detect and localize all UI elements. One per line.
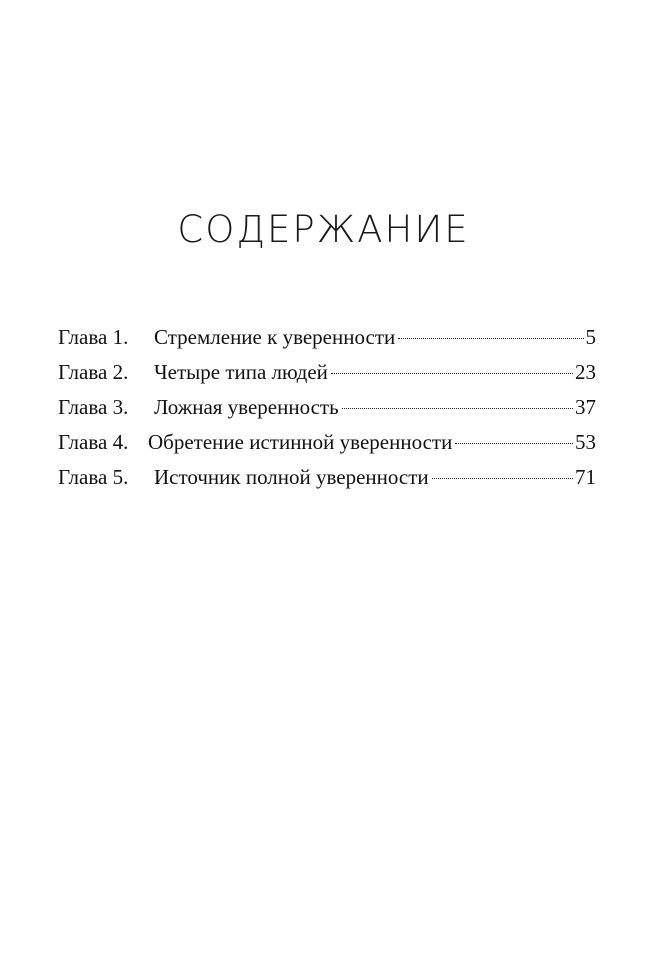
chapter-label: Глава 4.	[58, 430, 129, 454]
chapter-label: Глава 2.	[58, 360, 129, 384]
chapter-label: Глава 1.	[58, 325, 129, 349]
dot-leader	[455, 443, 573, 444]
chapter-title: Стремление к уверенности	[154, 325, 396, 349]
page-number: 23	[575, 360, 596, 384]
chapter-title: Четыре типа людей	[154, 360, 328, 384]
toc-entry-5	[58, 465, 596, 500]
page-number: 71	[575, 465, 596, 489]
page-number: 37	[575, 395, 596, 419]
dot-leader	[331, 373, 573, 374]
toc-entry-1	[58, 325, 596, 360]
chapter-label: Глава 3.	[58, 395, 129, 419]
chapter-label: Глава 5.	[58, 465, 129, 489]
toc-entry-2	[58, 360, 596, 395]
toc-entry-4	[58, 430, 596, 465]
dot-leader	[342, 408, 573, 409]
dot-leader	[432, 478, 573, 479]
page-title: СОДЕРЖАНИЕ	[177, 208, 470, 251]
dot-leader	[398, 338, 583, 339]
chapter-title: Источник полной уверенности	[154, 465, 429, 489]
chapter-title: Ложная уверенность	[154, 395, 339, 419]
table-of-contents	[58, 325, 596, 500]
toc-entry-3	[58, 395, 596, 430]
page-number: 53	[575, 430, 596, 454]
chapter-title: Обретение истинной уверенности	[148, 430, 453, 454]
page-number: 5	[585, 325, 596, 349]
